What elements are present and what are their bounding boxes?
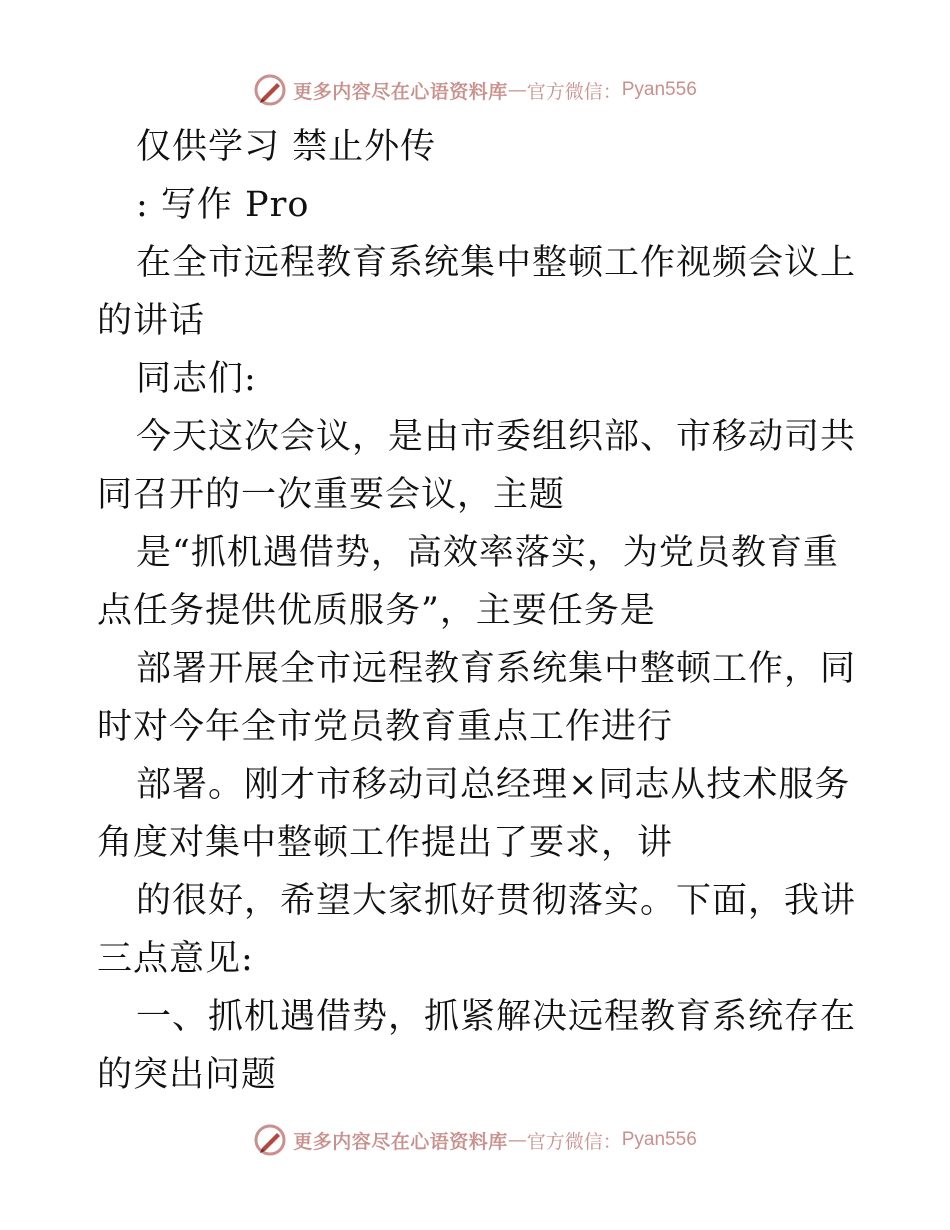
- paragraph-title: 在全市远程教育系统集中整顿工作视频会议上的讲话: [97, 243, 857, 341]
- paragraph-heading-1: 一、抓机遇借势，抓紧解决远程教育系统存在的突出问题: [97, 997, 857, 1095]
- watermark-text: 更多内容尽在心语资料库: [293, 80, 508, 103]
- pen-logo-icon: [253, 73, 287, 107]
- paragraph-body-1: 今天这次会议，是由市委组织部、市移动司共同召开的一次重要会议，主题: [97, 417, 857, 515]
- paragraph-salutation: 同志们:: [136, 359, 257, 399]
- watermark-text: 更多内容尽在心语资料库: [293, 1130, 508, 1153]
- document-body: [97, 118, 857, 1104]
- header-watermark: [0, 70, 950, 110]
- paragraph-body-5: 的很好，希望大家抓好贯彻落实。下面，我讲三点意见:: [97, 881, 857, 979]
- paragraph-source: : 写作 Pro: [136, 185, 310, 225]
- watermark-dash: —: [507, 1129, 527, 1151]
- paragraph-body-3: 部署开展全市远程教育系统集中整顿工作，同时对今年全市党员教育重点工作进行: [97, 649, 857, 747]
- paragraph-body-4: 部署。刚才市移动司总经理×同志从技术服务角度对集中整顿工作提出了要求，讲: [97, 765, 851, 863]
- pen-logo-icon: [253, 1123, 287, 1157]
- watermark-id: Pyan556: [621, 1129, 697, 1150]
- watermark-label: 官方微信：: [526, 80, 622, 103]
- footer-watermark: [0, 1120, 950, 1160]
- paragraph-notice: 仅供学习 禁止外传: [136, 127, 437, 167]
- watermark-id: Pyan556: [621, 79, 697, 100]
- watermark-label: 官方微信：: [526, 1130, 622, 1153]
- paragraph-body-2: 是“抓机遇借势，高效率落实，为党员教育重点任务提供优质服务”，主要任务是: [97, 533, 839, 631]
- watermark-dash: —: [507, 79, 527, 101]
